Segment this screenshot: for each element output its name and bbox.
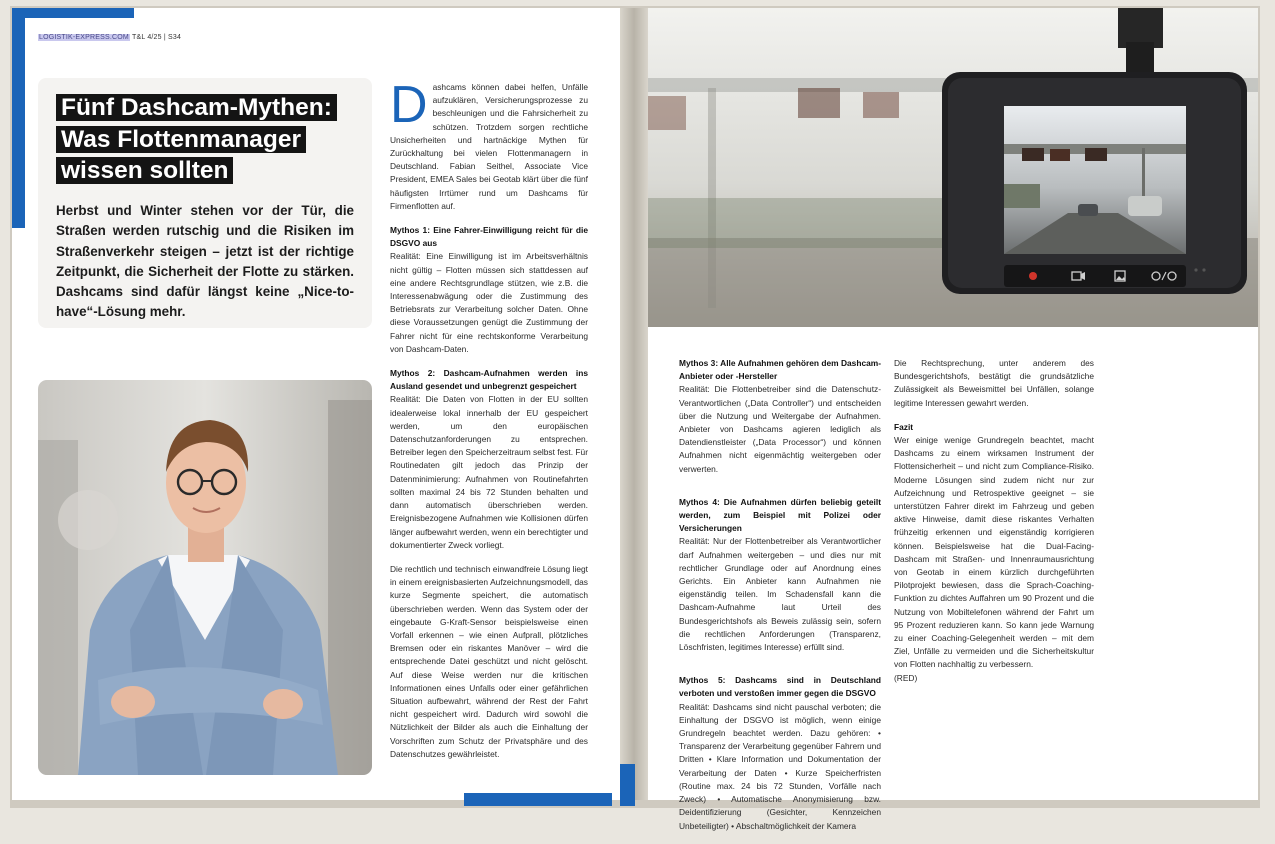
fazit-heading: Fazit <box>894 421 914 432</box>
dropcap: D <box>390 76 428 134</box>
intro-paragraph <box>390 76 588 213</box>
bottom-accent-bar-left <box>464 793 612 806</box>
myth3-block <box>679 357 881 476</box>
record-icon <box>1029 272 1037 280</box>
myth4-block <box>679 496 881 654</box>
myth5-body: Realität: Dashcams sind nicht pauschal verboten; die Einhaltung der DSGVO ist möglich, wenn einige Grundregeln beachtet werden. Dazu gehören: • Transparenz der Verarbeitung gegenüber Fahrern und Dritten • Klare Information und Dokumentation der Verarbeitung der Daten • Kurze Speicherfristen (Routine max. 24 bis 72 Stunden, Vorfälle nach Zweck) • Automatische Anonymisierung bzw. Deidentifizierung (Gesichter, Kennzeichen Unbeteiligter) • Abschaltmöglichkeit der Kamera <box>679 701 881 831</box>
myth1-block <box>390 224 588 356</box>
header-issue: T&L 4/25 | S34 <box>132 34 182 41</box>
intro-text: ashcams können dabei helfen, Unfälle aufzuklären, Versicherungsprozesse zu beschleunigen und die Fahrsicherheit zu schützen. Trotzdem sorgen rechtliche Unsicherheiten und hartnäckige Mythen für Zurückhaltung bei vielen Flottenmanagern in Deutschland. Fabian Seithel, Associate Vice President, EMEA Sales bei Geotab klärt über die fünf häufigsten Irrtümer rund um Dashcams für Firmenflotten auf. <box>390 82 588 211</box>
fazit-block <box>894 421 1094 685</box>
myth5-heading: Mythos 5: Dashcams sind in Deutschland verboten und verstoßen immer gegen die DSGVO <box>679 675 881 699</box>
myth5-body2: Die Rechtsprechung, unter anderem des Bundesgerichtshofs, bestätigt die grundsätzliche Zulässigkeit als Beweismittel bei Unfällen, solange legitime Interessen gewahrt werden. <box>894 358 1094 408</box>
myth3-heading: Mythos 3: Alle Aufnahmen gehören dem Dashcam-Anbieter oder -Hersteller <box>679 358 881 382</box>
title-line-3: wissen sollten <box>56 157 233 184</box>
myth2-body: Realität: Die Daten von Flotten in der EU sollten idealerweise lokal innerhalb der EU gespeichert werden, um den europäischen Datenschutzanforderungen zu entsprechen. Betreiber legen den Speicherzeitraum selbst fest. Für Routinedaten gilt jedoch das Prinzip der Datenminimierung: Aufnahmen von Routinefahrten sollten maximal 24 bis 72 Stunden behalten und dann automatisch überschrieben werden. Ereignisbezogene Aufnahmen wie Kollisionen dürfen länger aufbewahrt werden, wenn ein berechtigter und dokumentierter Zweck vorliegt. <box>390 394 588 550</box>
myth2-heading: Mythos 2: Dashcam-Aufnahmen werden ins Ausland gesendet und unbegrenzt gespeichert <box>390 368 588 392</box>
myth4-body: Realität: Nur der Flottenbetreiber als Verantwortlicher darf Aufnahmen weitergeben – und dies nur mit rechtlicher Grundlage oder auf Anordnung eines Gerichts. Ein Anbieter kann Aufnahmen nie eigenständig teilen. Im Schadensfall kann die Dashcam-Aufnahme laut Urteil des Bundesgerichtshofs als Beweis zulässig sein, sofern die rechtlichen Anforderungen (Transparenz, Löschfristen, legitimes Interesse) erfüllt sind. <box>679 536 881 653</box>
myth2-block <box>390 367 588 552</box>
myth1-body: Realität: Eine Einwilligung ist im Arbeitsverhältnis nicht gültig – Flotten müssen sich stattdessen auf eine andere Rechtsgrundlage stützen, wie z.B. die Interessenabwägung oder die Zustimmung des Betriebsrats zur Verarbeitung solcher Daten. Ohne diese Voraussetzungen genügt die Zustimmung der Fahrer nicht für eine rechtskonforme Verarbeitung von Dashcam-Daten. <box>390 251 588 354</box>
fazit-body: Wer einige wenige Grundregeln beachtet, macht Dashcams zu einem wirksamen Instrument der Flottensicherheit – und nicht zum Compliance-Risiko. Moderne Lösungen sind zudem nicht nur zur Aufzeichnung und Retrospektive geeignet – sie unterstützen Fahrer direkt im Fahrzeug und geben aktive Hinweise, damit diese riskantes Verhalten frühzeitig erkennen und eigenständig korrigieren können. Beispielsweise hat die Dual-Facing-Dashcam mit Straßen- und Innenraumausrichtung von Geotab in einem kürzlich durchgeführten Pilotprojekt bewiesen, dass die Sprach-Coaching-Funktion zu dichtes Auffahren um 90 Prozent und die Nutzung von Mobiltelefonen während der Fahrt um 95 Prozent reduzieren kann. So kann jede Warnung zu einer Coaching-Gelegenheit werden – mit dem Ziel, Unfälle zu vermeiden und die Sicherheitskultur von Flotten nachhaltig zu verbessern. <box>894 435 1094 670</box>
portrait-photo <box>38 380 372 775</box>
dashcam-photo <box>648 8 1258 327</box>
bottom-accent-bar-right <box>620 764 635 806</box>
page-header <box>38 34 181 41</box>
header-site: LOGISTIK-EXPRESS.COM <box>39 34 129 41</box>
article-lead: Herbst und Winter stehen vor der Tür, die Straßen werden rutschig und die Risiken im Straßenverkehr steigen – jetzt ist der richtige Zeitpunkt, die Sicherheit der Flotte zu stärken. Dashcams sind dafür längst keine „Nice-to-have“-Lösung mehr. <box>56 203 354 320</box>
myth5-block <box>679 674 881 832</box>
left-text-column <box>390 76 588 772</box>
top-accent-bar <box>12 8 134 18</box>
article-title <box>56 92 356 187</box>
title-line-2: Was Flottenmanager <box>56 126 306 153</box>
myth1-heading: Mythos 1: Eine Fahrer-Einwilligung reicht für die DSGVO aus <box>390 225 588 249</box>
left-accent-bar <box>12 8 25 228</box>
title-line-1: Fünf Dashcam-Mythen: <box>56 94 337 121</box>
right-text-column-2 <box>894 357 1094 696</box>
myth4-heading: Mythos 4: Die Aufnahmen dürfen beliebig geteilt werden, zum Beispiel mit Polizei oder Versicherungen <box>679 496 881 534</box>
right-text-column-1 <box>679 357 881 844</box>
myth3-body: Realität: Die Flottenbetreiber sind die Datenschutz-Verantwortlichen („Data Controller“) und entscheiden über die Nutzung und Weitergabe der Aufnahmen. Anbieter von Dashcams agieren lediglich als Datendienstleister („Data Processor“) und können Aufnahmen nicht eigenmächtig weitergeben oder verwerten. <box>679 384 881 474</box>
fazit-credit: (RED) <box>894 672 918 683</box>
spine-gutter <box>620 8 648 800</box>
myth2-body2: Die rechtlich und technisch einwandfreie Lösung liegt in einem ereignisbasierten Aufzeichnungsmodell, das kurze Segmente speichert, die automatisch überschrieben werden. Wenn das System oder der eingebaute G-Kraft-Sensor beispielsweise einen Vorfall erkennen – wie einen Aufprall, plötzliches Bremsen oder ein riskantes Manöver – wird die entsprechende Datei geschützt und nicht gelöscht. Auf diese Weise werden nur die kritischen Informationen eines Unfalls oder einer gefährlichen Situation aufbewahrt, während der Rest der Fahrt nicht gespeichert wird. Dadurch wird sowohl die Nützlichkeit der Bilder als auch die Einhaltung der Vorschriften zum Schutz der Privatsphäre und des Datenschutzes gewährleistet. <box>390 563 588 759</box>
